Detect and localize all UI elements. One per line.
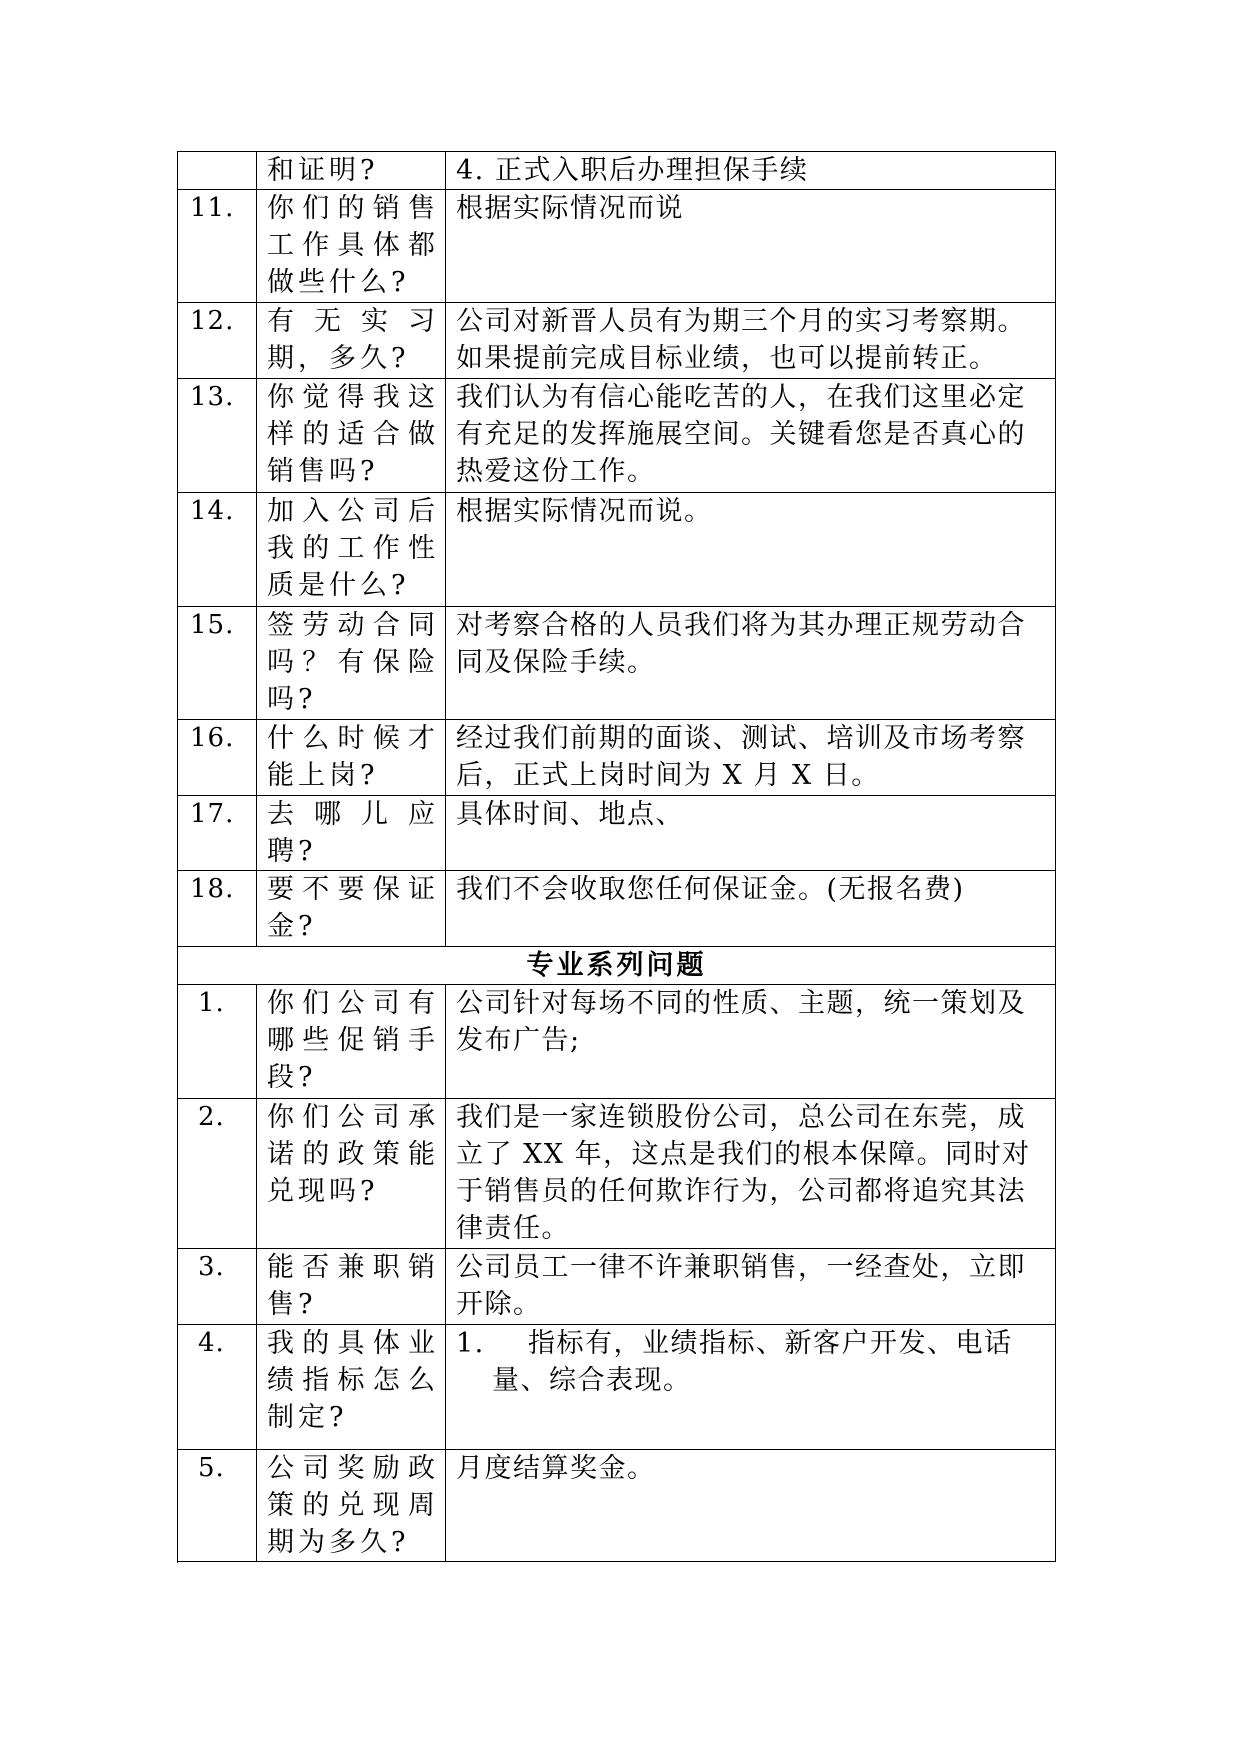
question-cell: 公司奖励政策的兑现周期为多久? (257, 1450, 446, 1562)
row-number: 2. (178, 1099, 257, 1249)
answer-cell: 对考察合格的人员我们将为其办理正规劳动合同及保险手续。 (446, 607, 1056, 720)
row-number (178, 152, 257, 190)
row-number: 4. (178, 1325, 257, 1450)
table-row (178, 379, 1056, 493)
table-row (178, 190, 1056, 303)
question-cell: 去哪儿应聘? (257, 796, 446, 871)
table-row (178, 303, 1056, 379)
table-row (178, 1099, 1056, 1249)
table-row (178, 796, 1056, 871)
row-number: 1. (178, 985, 257, 1099)
list-marker: 1. (456, 1328, 485, 1359)
answer-cell: 公司对新晋人员有为期三个月的实习考察期。如果提前完成目标业绩，也可以提前转正。 (446, 303, 1056, 379)
question-cell: 我的具体业绩指标怎么制定? (257, 1325, 446, 1450)
row-number: 16. (178, 720, 257, 796)
question-cell: 能否兼职销售? (257, 1249, 446, 1325)
question-cell: 你们的销售工作具体都做些什么? (257, 190, 446, 303)
row-number: 3. (178, 1249, 257, 1325)
table-row (178, 1249, 1056, 1325)
row-number: 18. (178, 871, 257, 947)
table-row (178, 1450, 1056, 1562)
table-row (178, 871, 1056, 947)
answer-cell: 4. 正式入职后办理担保手续 (446, 152, 1056, 190)
table-row (178, 1325, 1056, 1450)
question-cell: 要不要保证金? (257, 871, 446, 947)
answer-cell: 月度结算奖金。 (446, 1450, 1056, 1562)
row-number: 13. (178, 379, 257, 493)
question-cell: 什么时候才能上岗? (257, 720, 446, 796)
question-cell: 加入公司后我的工作性质是什么? (257, 493, 446, 607)
table-row (178, 493, 1056, 607)
row-number: 12. (178, 303, 257, 379)
answer-cell: 我们不会收取您任何保证金。(无报名费) (446, 871, 1056, 947)
answer-cell (446, 1325, 1056, 1450)
question-cell: 和证明? (257, 152, 446, 190)
answer-cell: 经过我们前期的面谈、测试、培训及市场考察后，正式上岗时间为 X 月 X 日。 (446, 720, 1056, 796)
row-number: 17. (178, 796, 257, 871)
section-row (178, 947, 1056, 985)
table-row (178, 720, 1056, 796)
answer-cell: 具体时间、地点、 (446, 796, 1056, 871)
question-cell: 你们公司有哪些促销手段? (257, 985, 446, 1099)
row-number: 5. (178, 1450, 257, 1562)
faq-table (177, 151, 1056, 1562)
table-edge-line (177, 1545, 178, 1563)
answer-list-item (456, 1325, 1049, 1362)
list-text: 指标有，业绩指标、新客户开发、电话 (528, 1328, 1013, 1359)
answer-cell: 根据实际情况而说 (446, 190, 1056, 303)
question-cell: 你觉得我这样的适合做销售吗? (257, 379, 446, 493)
question-cell: 签劳动合同吗？有保险吗? (257, 607, 446, 720)
row-number: 14. (178, 493, 257, 607)
answer-cell: 公司针对每场不同的性质、主题，统一策划及发布广告; (446, 985, 1056, 1099)
answer-cell: 根据实际情况而说。 (446, 493, 1056, 607)
list-continuation: 量、综合表现。 (492, 1365, 692, 1396)
row-number: 15. (178, 607, 257, 720)
row-number: 11. (178, 190, 257, 303)
section-title: 专业系列问题 (178, 947, 1056, 985)
answer-cell: 我们是一家连锁股份公司，总公司在东莞，成立了 XX 年，这点是我们的根本保障。同时对于销售员的任何欺诈行为，公司都将追究其法律责任。 (446, 1099, 1056, 1249)
table-row (178, 985, 1056, 1099)
table-row (178, 152, 1056, 190)
question-cell: 你们公司承诺的政策能兑现吗? (257, 1099, 446, 1249)
answer-cell: 公司员工一律不许兼职销售，一经查处，立即开除。 (446, 1249, 1056, 1325)
question-cell: 有无实习期，多久? (257, 303, 446, 379)
answer-cell: 我们认为有信心能吃苦的人，在我们这里必定有充足的发挥施展空间。关键看您是否真心的热爱这份工作。 (446, 379, 1056, 493)
table-row (178, 607, 1056, 720)
